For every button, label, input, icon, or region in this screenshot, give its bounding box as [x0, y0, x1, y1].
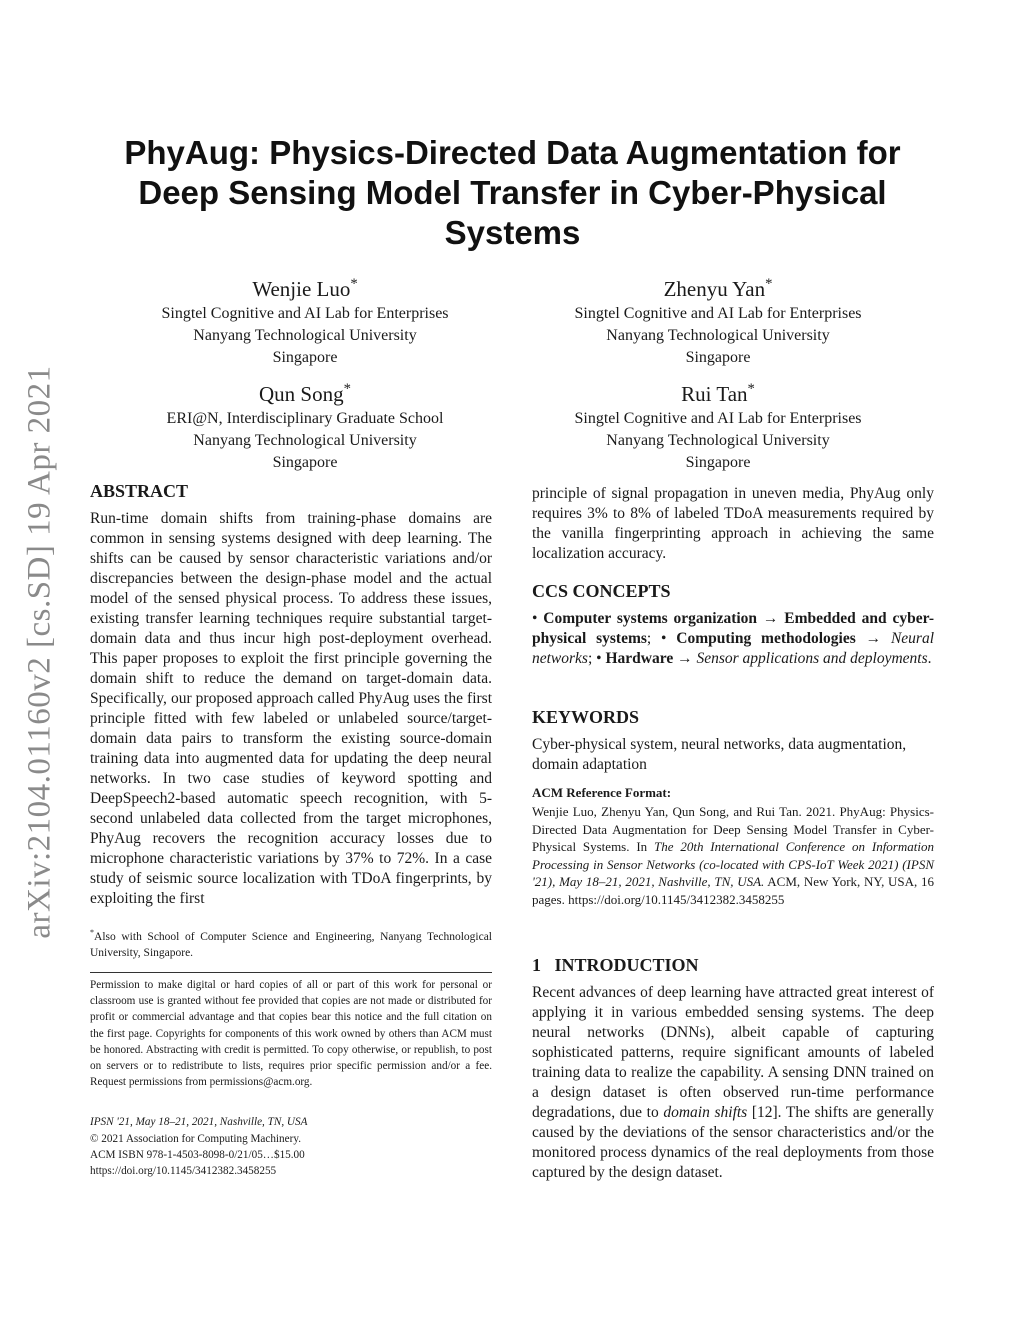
author-block-3	[105, 376, 505, 474]
doi-link[interactable]: https://doi.org/10.1145/3412382.3458255	[90, 1165, 277, 1177]
author-block-4	[518, 376, 918, 474]
arxiv-stamp	[5, 357, 75, 947]
introduction-text: Recent advances of deep learning have attracted great interest of applying it in various embedded sensing systems. The deep neural networks (DNNs), albeit capable of capturing sophisticated patterns, require significant amounts of labeled training data to realize the capability. A sensing DNN trained on a design dataset is often observed run-time performance degradations, due to domain shifts [12]. The shifts are generally caused by the deviations of the sensor characteristics and/or the monitored process dynamics of the real deployments from those captured by the design dataset.	[532, 984, 934, 1181]
abstract-heading: ABSTRACT	[90, 481, 189, 501]
author-affiliation: Nanyang Technological University	[193, 327, 417, 344]
author-footnote: *Also with School of Computer Science and Engineering, Nanyang Technological University, Singapore.	[90, 928, 492, 960]
author-affiliation: Singapore	[272, 454, 338, 471]
permission-divider	[90, 972, 492, 973]
author-affiliation: Singtel Cognitive and AI Lab for Enterprises	[574, 305, 862, 322]
keywords-heading: KEYWORDS	[532, 707, 640, 727]
section-heading-introduction: 1 INTRODUCTION	[532, 955, 699, 975]
author-name: Wenjie Luo*	[252, 276, 358, 301]
permission-notice: Permission to make digital or hard copies of all or part of this work for personal or classroom use is granted without fee provided that copies are not made or distributed for profit or commercial advantage and that copies bear this notice and the full citation on the first page. Copyrights for components of this work owned by others than ACM must be honored. Abstracting with credit is permitted. To copy otherwise, or republish, to post on servers or to redistribute to lists, requires prior specific permission and/or a fee. Request permissions from permissions@acm.org.	[90, 979, 492, 1089]
author-affiliation: Singtel Cognitive and AI Lab for Enterprises	[161, 305, 449, 322]
author-name: Zhenyu Yan*	[663, 276, 773, 301]
author-affiliation: Singapore	[685, 454, 751, 471]
author-name: Rui Tan*	[681, 381, 755, 406]
author-affiliation: Singtel Cognitive and AI Lab for Enterprises	[574, 410, 862, 427]
ccs-concepts: • Computer systems organization → Embedded and cyber-physical systems; • Computing methodologies → Neural networks; • Hardware → Sensor applications and deployments.	[532, 610, 935, 667]
author-block-2	[518, 271, 918, 369]
ccs-heading: CCS CONCEPTS	[532, 581, 671, 601]
keywords-text: Cyber-physical system, neural networks, data augmentation, domain adaptation	[532, 736, 907, 773]
author-affiliation: Nanyang Technological University	[606, 432, 830, 449]
conference-venue: IPSN '21, May 18–21, 2021, Nashville, TN, USA	[90, 1116, 308, 1128]
isbn: ACM ISBN 978-1-4503-8098-0/21/05…$15.00	[90, 1149, 305, 1161]
abstract-continued: principle of signal propagation in uneven media, PhyAug only requires 3% to 8% of labeled TDoA measurements required by the vanilla fingerprinting approach in achieving the same localization accuracy.	[532, 485, 934, 562]
abstract-text: Run-time domain shifts from training-phase domains are common in sensing systems designed with deep learning. The shifts can be caused by sensor characteristic variations and/or discrepancies between the design-phase model and the actual model of the sensed physical process. To address these issues, existing transfer learning techniques require substantial target-domain data and thus incur high post-deployment overhead. This paper proposes to exploit the first principle governing the domain shift to reduce the demand on target-domain data. Specifically, our proposed approach called PhyAug uses the first principle fitted with few labeled or unlabeled source/target-domain data pairs to transform the existing source-domain training data into augmented data for updating the deep neural networks. In two case studies of keyword spotting and DeepSpeech2-based automatic speech recognition, with 5-second unlabeled data collected from the target microphones, PhyAug recovers the recognition accuracy losses due to microphone characteristic variations by 37% to 72%. In a case study of seismic source localization with TDoA fingerprints, by exploiting the first	[90, 510, 492, 907]
author-affiliation: Nanyang Technological University	[606, 327, 830, 344]
author-block-1	[105, 271, 505, 369]
acm-ref-heading: ACM Reference Format:	[532, 785, 672, 800]
author-name: Qun Song*	[259, 381, 351, 406]
author-affiliation: Singapore	[272, 349, 338, 366]
arxiv-id: arXiv:2104.01160v2 [cs.SD] 19 Apr 2021	[21, 365, 58, 939]
paper-title: PhyAug: Physics-Directed Data Augmentation for Deep Sensing Model Transfer in Cyber-Physical Systems	[124, 134, 901, 251]
acm-ref-text: Wenjie Luo, Zhenyu Yan, Qun Song, and Rui Tan. 2021. PhyAug: Physics-Directed Data Augmentation for Deep Sensing Model Transfer in Cyber-Physical Systems. In The 20th International Conference on Information Processing in Sensor Networks (co-located with CPS-IoT Week 2021) (IPSN '21), May 18–21, 2021, Nashville, TN, USA. ACM, New York, NY, USA, 16 pages. https://doi.org/10.1145/3412382.3458255	[532, 804, 934, 907]
author-affiliation: Nanyang Technological University	[193, 432, 417, 449]
author-affiliation: Singapore	[685, 349, 751, 366]
copyright-notice: © 2021 Association for Computing Machinery.	[90, 1133, 301, 1145]
author-affiliation: ERI@N, Interdisciplinary Graduate School	[166, 410, 444, 427]
